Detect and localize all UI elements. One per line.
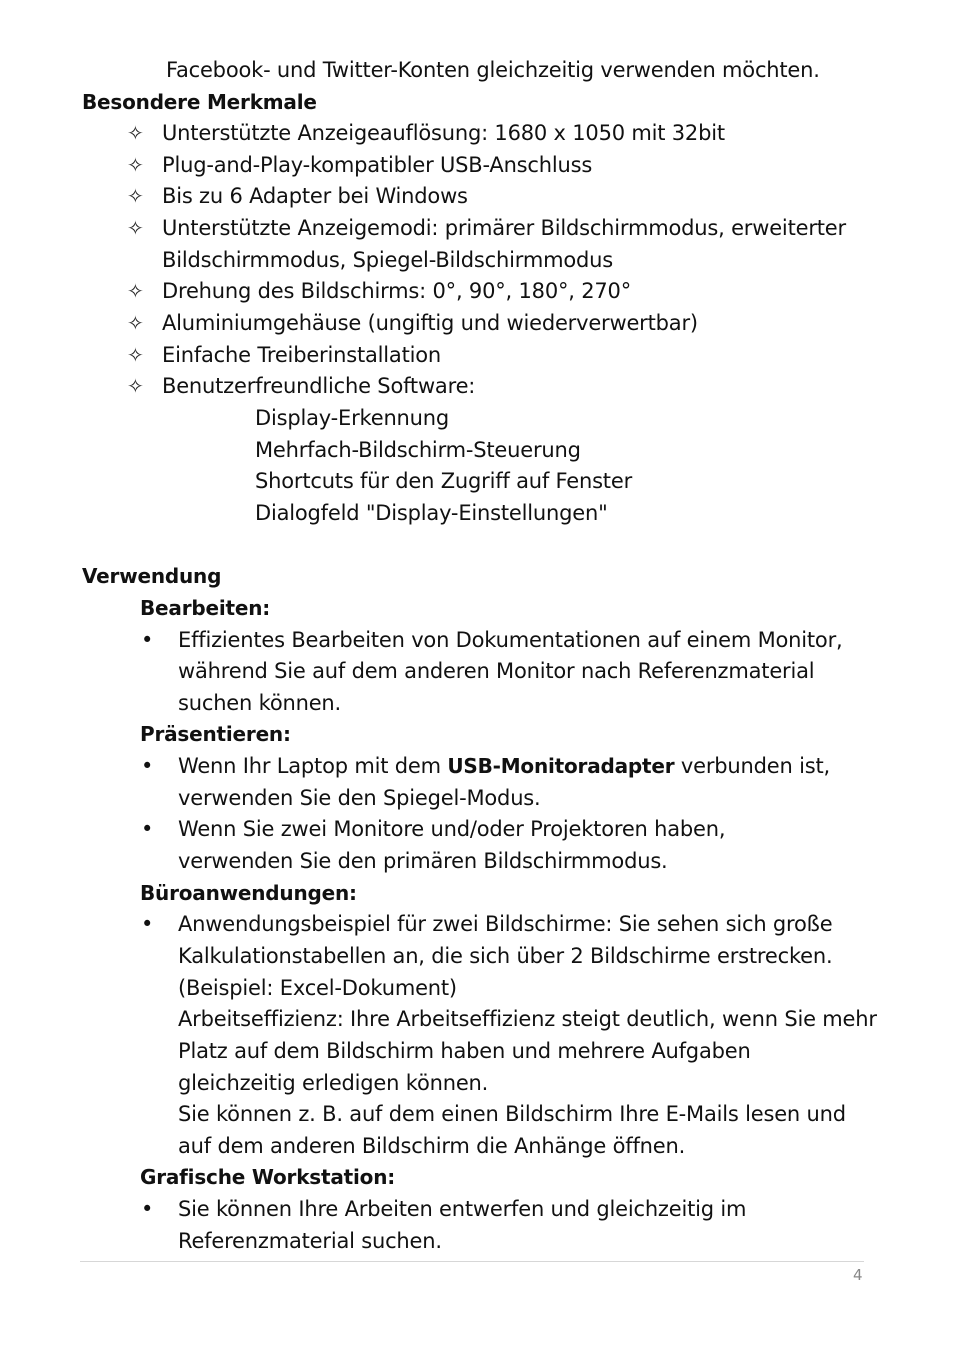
bullet-icon: • [141,754,154,778]
usage-text: Platz auf dem Bildschirm haben und mehrere Aufgaben [178,1039,751,1063]
usage-text: Sie können Ihre Arbeiten entwerfen und gleichzeitig im [178,1197,747,1221]
usage-text: Anwendungsbeispiel für zwei Bildschirme: Sie sehen sich große [178,912,833,936]
feature-item: Plug-and-Play-kompatibler USB-Anschluss [162,153,593,177]
usage-text: Kalkulationstabellen an, die sich über 2 Bildschirme erstrecken. [178,944,833,968]
software-feature: Dialogfeld "Display-Einstellungen" [255,501,608,525]
usage-text: verwenden Sie den Spiegel-Modus. [178,786,541,810]
usage-text: Wenn Ihr Laptop mit dem USB-Monitoradapter verbunden ist, [178,754,830,778]
star-bullet-icon: ✧ [127,311,144,335]
subheading-edit: Bearbeiten: [140,596,271,620]
star-bullet-icon: ✧ [127,153,144,177]
star-bullet-icon: ✧ [127,184,144,208]
subheading-graphics: Grafische Workstation: [140,1165,396,1189]
usage-text: Effizientes Bearbeiten von Dokumentationen auf einem Monitor, [178,628,843,652]
heading-usage: Verwendung [82,564,222,588]
product-name: USB-Monitoradapter [447,754,675,778]
feature-item: Benutzerfreundliche Software: [162,374,476,398]
star-bullet-icon: ✧ [127,279,144,303]
subheading-office: Büroanwendungen: [140,881,357,905]
feature-item: Bis zu 6 Adapter bei Windows [162,184,468,208]
intro-continuation: Facebook- und Twitter-Konten gleichzeitig verwenden möchten. [166,58,820,82]
usage-text: Referenzmaterial suchen. [178,1229,442,1253]
feature-item-continuation: Bildschirmmodus, Spiegel-Bildschirmmodus [162,248,613,272]
bullet-icon: • [141,1197,154,1221]
usage-text: Sie können z. B. auf dem einen Bildschirm Ihre E-Mails lesen und [178,1102,846,1126]
software-feature: Mehrfach-Bildschirm-Steuerung [255,438,581,462]
usage-text: auf dem anderen Bildschirm die Anhänge öffnen. [178,1134,686,1158]
feature-item: Drehung des Bildschirms: 0°, 90°, 180°, 270° [162,279,632,303]
page-number: 4 [853,1266,863,1284]
heading-features: Besondere Merkmale [82,90,317,114]
bullet-icon: • [141,912,154,936]
usage-text: Arbeitseffizienz: Ihre Arbeitseffizienz steigt deutlich, wenn Sie mehr [178,1007,877,1031]
usage-text: (Beispiel: Excel-Dokument) [178,976,457,1000]
feature-item: Aluminiumgehäuse (ungiftig und wiederverwertbar) [162,311,698,335]
bullet-icon: • [141,817,154,841]
star-bullet-icon: ✧ [127,121,144,145]
feature-item: Unterstützte Anzeigemodi: primärer Bildschirmmodus, erweiterter [162,216,846,240]
feature-item: Unterstützte Anzeigeauflösung: 1680 x 1050 mit 32bit [162,121,725,145]
usage-text: während Sie auf dem anderen Monitor nach Referenzmaterial [178,659,815,683]
star-bullet-icon: ✧ [127,343,144,367]
star-bullet-icon: ✧ [127,216,144,240]
star-bullet-icon: ✧ [127,374,144,398]
usage-text: verwenden Sie den primären Bildschirmmodus. [178,849,668,873]
usage-text: gleichzeitig erledigen können. [178,1071,489,1095]
bullet-icon: • [141,628,154,652]
software-feature: Shortcuts für den Zugriff auf Fenster [255,469,632,493]
subheading-present: Präsentieren: [140,722,291,746]
usage-text: suchen können. [178,691,341,715]
software-feature: Display-Erkennung [255,406,450,430]
feature-item: Einfache Treiberinstallation [162,343,442,367]
usage-text: Wenn Sie zwei Monitore und/oder Projektoren haben, [178,817,726,841]
footer-divider [80,1261,864,1262]
